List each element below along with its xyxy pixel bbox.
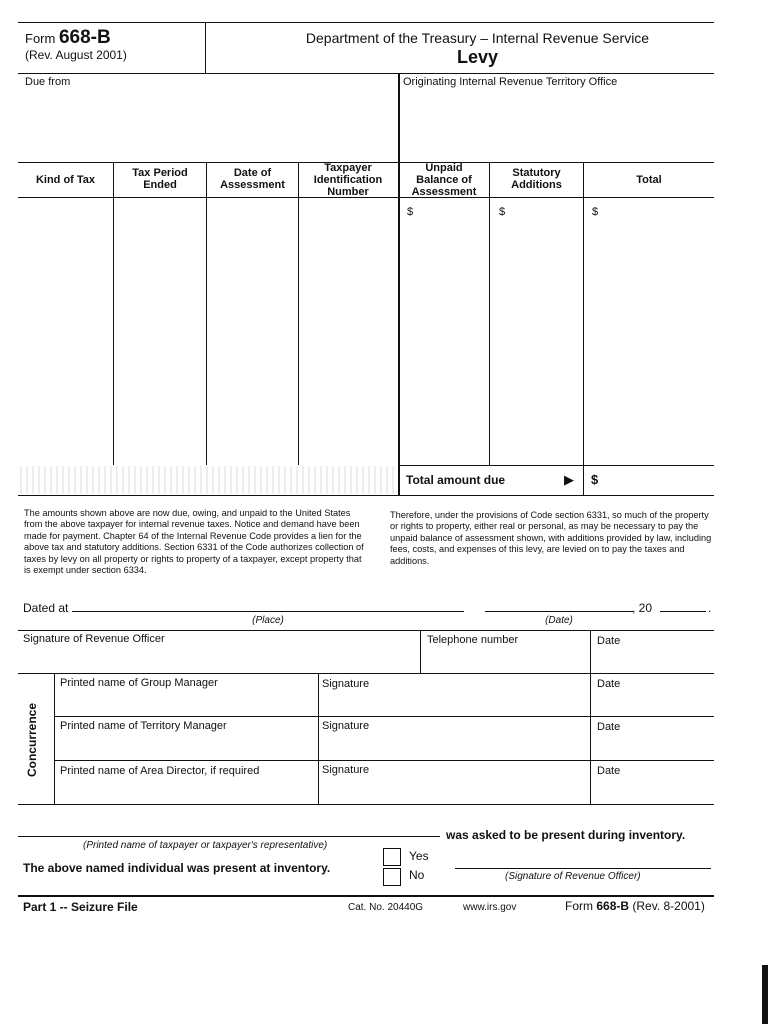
legal-text-left: The amounts shown above are now due, owing, and unpaid to the United States from the above taxpayer for internal revenue taxes. Notice and demand have been made for payment. Chapter 64 of the Internal Revenue Code provides a lien for the above tax and statutory additions. Section 6331 of the Code authorizes collection of taxes by levy on all property or rights to property of a taxpayer, except property that is exempt under section 6334.	[24, 508, 364, 576]
col-line-4	[398, 162, 400, 495]
sig-date-label-2: Date	[597, 678, 621, 690]
unpaid-dollar-sign: $	[407, 206, 414, 218]
catalog-number: Cat. No. 20440G	[348, 902, 424, 913]
telephone-label: Telephone number	[427, 634, 519, 646]
group-manager-sig-label: Signature	[322, 678, 370, 690]
present-statement: The above named individual was present at inventory.	[23, 861, 331, 875]
asked-present-text: was asked to be present during inventory.	[446, 828, 686, 842]
date-line	[485, 611, 633, 612]
year-period: .	[708, 601, 712, 615]
concurrence-top-rule	[18, 673, 714, 674]
originating-office-field[interactable]	[402, 90, 710, 160]
additions-dollar-sign: $	[499, 206, 506, 218]
total-dollar-sign: $	[592, 206, 599, 218]
territory-manager-sig-field[interactable]	[321, 736, 587, 758]
taxpayer-name-field[interactable]	[18, 818, 440, 836]
due-from-field[interactable]	[22, 90, 394, 160]
col-header-date-of-assessment: Date of Assessment	[220, 167, 285, 191]
group-manager-field[interactable]	[57, 692, 315, 714]
year-line	[660, 611, 706, 612]
footer-rule	[18, 895, 714, 897]
footer-form-rev: (Rev. 8-2001)	[632, 899, 705, 913]
right-arrow-icon: ▶	[564, 472, 574, 487]
telephone-field[interactable]	[424, 648, 586, 672]
officer-sig-line	[455, 868, 711, 869]
territory-manager-sig-label: Signature	[322, 720, 370, 732]
no-checkbox[interactable]	[383, 868, 401, 886]
scan-noise	[20, 466, 396, 494]
form-revision: (Rev. August 2001)	[25, 48, 127, 62]
statutory-additions-cell[interactable]	[491, 220, 581, 463]
yes-checkbox[interactable]	[383, 848, 401, 866]
due-from-divider	[398, 74, 400, 162]
form-word: Form	[25, 31, 56, 46]
footer-form-word: Form	[565, 899, 593, 913]
col-header-total: Total	[636, 174, 662, 186]
header-top-rule	[18, 22, 714, 23]
part-label: Part 1 -- Seizure File	[23, 900, 138, 914]
sig-divider-1	[420, 630, 421, 674]
taxpayer-name-line	[18, 836, 440, 837]
territory-manager-label: Printed name of Territory Manager	[60, 720, 227, 732]
col-header-tin: Taxpayer Identification Number	[313, 162, 383, 198]
group-manager-label: Printed name of Group Manager	[60, 677, 218, 689]
col-line-6	[583, 162, 584, 495]
sig-date-field-2[interactable]	[594, 692, 712, 714]
concurrence-sig-divider	[318, 673, 319, 804]
sig-date-field-1[interactable]	[594, 648, 712, 672]
col-line-2	[206, 162, 207, 465]
concurrence-bottom-rule	[18, 804, 714, 805]
sig-date-field-3[interactable]	[594, 736, 712, 758]
concurrence-side-line	[54, 673, 55, 804]
concurrence-rule-2	[54, 760, 714, 761]
footer-form-id	[565, 899, 705, 913]
date-column-line	[590, 630, 591, 804]
place-field[interactable]	[72, 596, 464, 611]
originating-office-label: Originating Internal Revenue Territory Office	[403, 76, 618, 88]
col-line-5	[489, 162, 490, 465]
area-director-sig-field[interactable]	[321, 780, 587, 802]
tin-cell[interactable]	[300, 199, 396, 463]
legal-text-right: Therefore, under the provisions of Code section 6331, so much of the property or rights to property, either real or personal, as may be necessary to pay the unpaid balance of assessment shown, with additions provided by law, including fees, costs, and expenses of this levy, are levied on to pay the taxes and additions.	[390, 510, 712, 566]
total-cell[interactable]	[585, 220, 712, 463]
dated-at-label: Dated at	[23, 601, 69, 615]
col-header-kind-of-tax: Kind of Tax	[35, 174, 96, 186]
sig-date-label-1: Date	[597, 635, 621, 647]
total-row-rule	[398, 465, 714, 466]
officer-sig-caption: (Signature of Revenue Officer)	[505, 871, 641, 882]
officer-sig-field[interactable]	[455, 850, 711, 868]
kind-of-tax-cell[interactable]	[19, 199, 112, 463]
page-title: Levy	[456, 47, 499, 67]
revenue-officer-sig-field[interactable]	[20, 648, 416, 672]
total-amount-due-field[interactable]	[604, 468, 712, 492]
form-number: 668-B	[58, 27, 111, 48]
tax-period-cell[interactable]	[115, 199, 205, 463]
unpaid-balance-cell[interactable]	[401, 220, 487, 463]
col-header-unpaid-balance: Unpaid Balance of Assessment	[411, 162, 477, 198]
place-caption: (Place)	[252, 615, 284, 626]
col-header-tax-period: Tax Period Ended	[132, 167, 188, 191]
form-id	[25, 27, 111, 49]
total-amount-due-label: Total amount due	[406, 473, 506, 487]
date-of-assessment-cell[interactable]	[208, 199, 297, 463]
area-director-sig-label: Signature	[322, 764, 370, 776]
total-amount-dollar-sign: $	[591, 472, 599, 487]
website: www.irs.gov	[463, 902, 517, 913]
agency-name: Department of the Treasury – Internal Revenue Service	[305, 30, 650, 46]
taxpayer-name-caption: (Printed name of taxpayer or taxpayer's representative)	[83, 840, 328, 851]
concurrence-label: Concurrence	[25, 702, 39, 778]
date-caption: (Date)	[545, 615, 573, 626]
col-line-1	[113, 162, 114, 465]
place-line	[72, 611, 464, 612]
sig-date-field-4[interactable]	[594, 780, 712, 802]
date-field[interactable]	[485, 596, 633, 611]
footer-form-number: 668-B	[596, 899, 630, 913]
concurrence-rule-1	[54, 716, 714, 717]
col-line-3	[298, 162, 299, 465]
area-director-field[interactable]	[57, 780, 315, 802]
col-header-statutory-additions: Statutory Additions	[511, 167, 562, 191]
territory-manager-field[interactable]	[57, 736, 315, 758]
sig-date-label-3: Date	[597, 721, 621, 733]
header-bottom-rule	[18, 73, 714, 74]
area-director-label: Printed name of Area Director, if required	[60, 765, 260, 777]
no-label: No	[409, 868, 425, 882]
scan-edge-mark	[762, 965, 768, 1024]
group-manager-sig-field[interactable]	[321, 692, 587, 714]
year-prefix: , 20	[632, 601, 653, 615]
table-bottom-rule	[18, 495, 714, 496]
revenue-officer-sig-label: Signature of Revenue Officer	[23, 633, 165, 645]
sig-top-rule	[18, 630, 714, 631]
due-from-label: Due from	[25, 76, 71, 88]
year-field[interactable]	[660, 596, 706, 611]
sig-date-label-4: Date	[597, 765, 621, 777]
yes-label: Yes	[409, 849, 429, 863]
